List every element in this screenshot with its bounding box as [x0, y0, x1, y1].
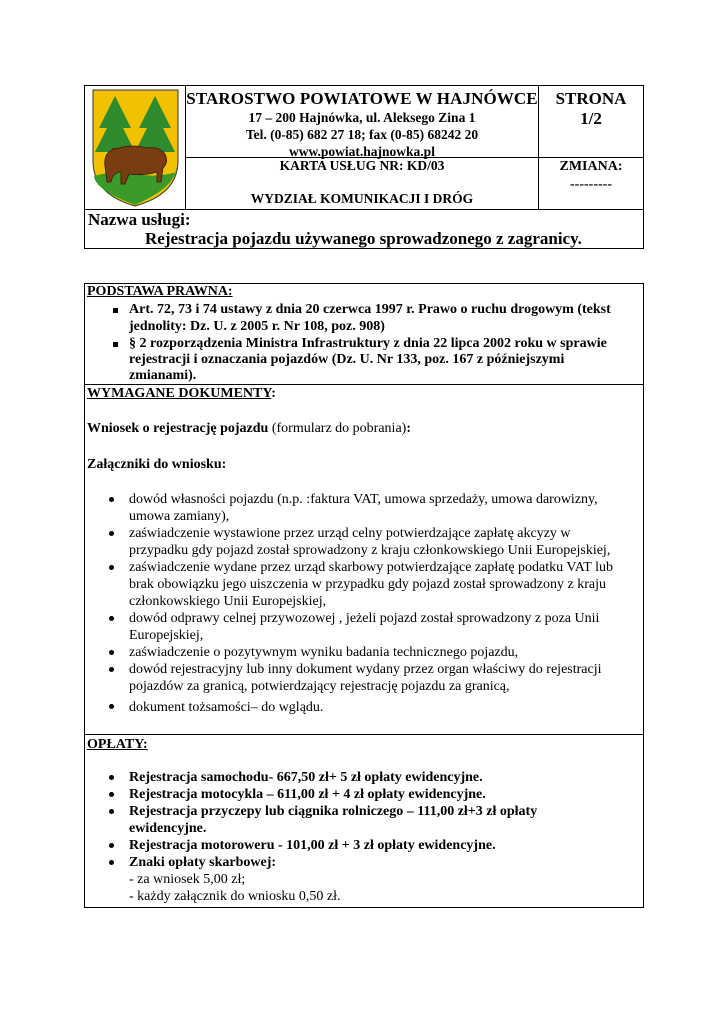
documents-section — [85, 385, 643, 735]
document-item-1-line-1: dowód własności pojazdu (n.p. :faktura VAT, umowa sprzedaży, umowa darowizny, — [129, 492, 598, 507]
change-label: ZMIANA: — [559, 159, 623, 174]
bullet-icon — [109, 667, 114, 672]
page-value: 1/2 — [580, 109, 602, 128]
fee-item-3-line-1: Rejestracja przyczepy lub ciągnika rolniczego – 111,00 zł+3 zł opłaty — [129, 804, 538, 819]
department-name: WYDZIAŁ KOMUNIKACJI I DRÓG — [250, 191, 474, 206]
fee-item-5: Znaki opłaty skarbowej: — [129, 855, 277, 870]
documents-heading: WYMAGANE DOKUMENTY: — [87, 386, 276, 401]
document-item-3-line-2: brak obowiązku jego uiszczenia w przypadku gdy pojazd został sprowadzony z kraju — [129, 577, 607, 592]
document-item-1-line-2: umowa zamiany), — [129, 509, 230, 524]
service-label: Nazwa usługi: — [88, 210, 191, 229]
page-info-cell — [539, 86, 643, 209]
bullet-icon — [109, 650, 114, 655]
document-item-2-line-1: zaświadczenie wystawione przez urząd celny potwierdzające zapłatę akcyzy w — [129, 526, 571, 541]
square-bullet-icon — [113, 308, 118, 313]
legal-item-2-line-3: zmianami). — [129, 368, 197, 383]
document-item-4-line-1: dowód odprawy celnej przywozowej , jeżeli pojazd został sprowadzony z poza Unii — [129, 611, 600, 626]
service-row — [84, 209, 644, 249]
bullet-icon — [109, 843, 114, 848]
bullet-icon — [109, 497, 114, 502]
legal-item-1-line-1: Art. 72, 73 i 74 ustawy z dnia 20 czerwca 1997 r. Prawo o ruchu drogowym (tekst — [129, 302, 611, 317]
office-title: STAROSTWO POWIATOWE W HAJNÓWCE — [186, 89, 538, 108]
bullet-icon — [109, 775, 114, 780]
fee-item-2: Rejestracja motocykla – 611,00 zł + 4 zł opłaty ewidencyjne. — [129, 787, 486, 802]
header-table — [84, 85, 644, 210]
attachments-label: Załączniki do wniosku: — [87, 457, 227, 472]
bullet-icon — [109, 809, 114, 814]
document-item-2-line-2: przypadku gdy pojazd został sprowadzony z kraju członkowskiego Unii Europejskiej, — [129, 543, 611, 558]
stamp-fee-line-1: - za wniosek 5,00 zł; — [129, 872, 246, 887]
fees-heading: OPŁATY: — [87, 737, 148, 752]
legal-item-1-line-2: jednolity: Dz. U. z 2005 r. Nr 108, poz. 908) — [129, 319, 385, 334]
bullet-icon — [109, 616, 114, 621]
details-table — [84, 283, 644, 908]
legal-item-2-line-2: rejestracji i oznaczania pojazdów (Dz. U. Nr 133, poz. 167 z późniejszymi — [129, 352, 565, 367]
document-item-4-line-2: Europejskiej, — [129, 628, 204, 643]
document-item-7-line-1: dokument tożsamości– do wglądu. — [129, 700, 324, 715]
bullet-icon — [109, 565, 114, 570]
fee-item-4: Rejestracja motoroweru - 101,00 zł + 3 zł opłaty ewidencyjne. — [129, 838, 496, 853]
service-name: Rejestracja pojazdu używanego sprowadzonego z zagranicy. — [145, 229, 582, 248]
document-item-6-line-1: dowód rejestracyjny lub inny dokument wydany przez organ właściwy do rejestracji — [129, 662, 602, 677]
card-number: KARTA USŁUG NR: KD/03 — [279, 158, 445, 173]
legal-item-2-line-1: § 2 rozporządzenia Ministra Infrastruktury z dnia 22 lipca 2002 roku w sprawie — [129, 336, 607, 351]
office-website: www.powiat.hajnowka.pl — [289, 144, 435, 159]
legal-basis-section — [85, 284, 643, 385]
stamp-fee-line-2: - każdy załącznik do wniosku 0,50 zł. — [129, 889, 341, 904]
fee-item-3-line-2: ewidencyjne. — [129, 821, 207, 836]
bullet-icon — [109, 860, 114, 865]
document-item-6-line-2: pojazdów za granicą, potwierdzający rejestrację pojazdu za granicą, — [129, 679, 510, 694]
document-item-3-line-1: zaświadczenie wydane przez urząd skarbowy potwierdzające zapłatę podatku VAT lub — [129, 560, 613, 575]
page-label: STRONA — [555, 89, 627, 108]
crest-cell — [85, 86, 186, 209]
office-phone: Tel. (0-85) 682 27 18; fax (0-85) 68242 20 — [245, 127, 479, 142]
bullet-icon — [109, 704, 114, 709]
legal-basis-heading: PODSTAWA PRAWNA: — [87, 284, 233, 299]
office-address: 17 – 200 Hajnówka, ul. Aleksego Zina 1 — [248, 110, 476, 125]
office-info-cell — [186, 86, 539, 209]
square-bullet-icon — [113, 342, 118, 347]
fee-item-1: Rejestracja samochodu- 667,50 zł+ 5 zł opłaty ewidencyjne. — [129, 770, 483, 785]
change-value: --------- — [570, 177, 612, 192]
document-item-5-line-1: zaświadczenie o pozytywnym wyniku badania technicznego pojazdu, — [129, 645, 519, 660]
document-item-3-line-3: członkowskiego Unii Europejskiej, — [129, 594, 327, 609]
application-line: Wniosek o rejestrację pojazdu (formularz do pobrania): — [87, 421, 411, 436]
bullet-icon — [109, 792, 114, 797]
fees-section — [85, 735, 643, 907]
coat-of-arms-icon — [85, 86, 186, 209]
bullet-icon — [109, 531, 114, 536]
